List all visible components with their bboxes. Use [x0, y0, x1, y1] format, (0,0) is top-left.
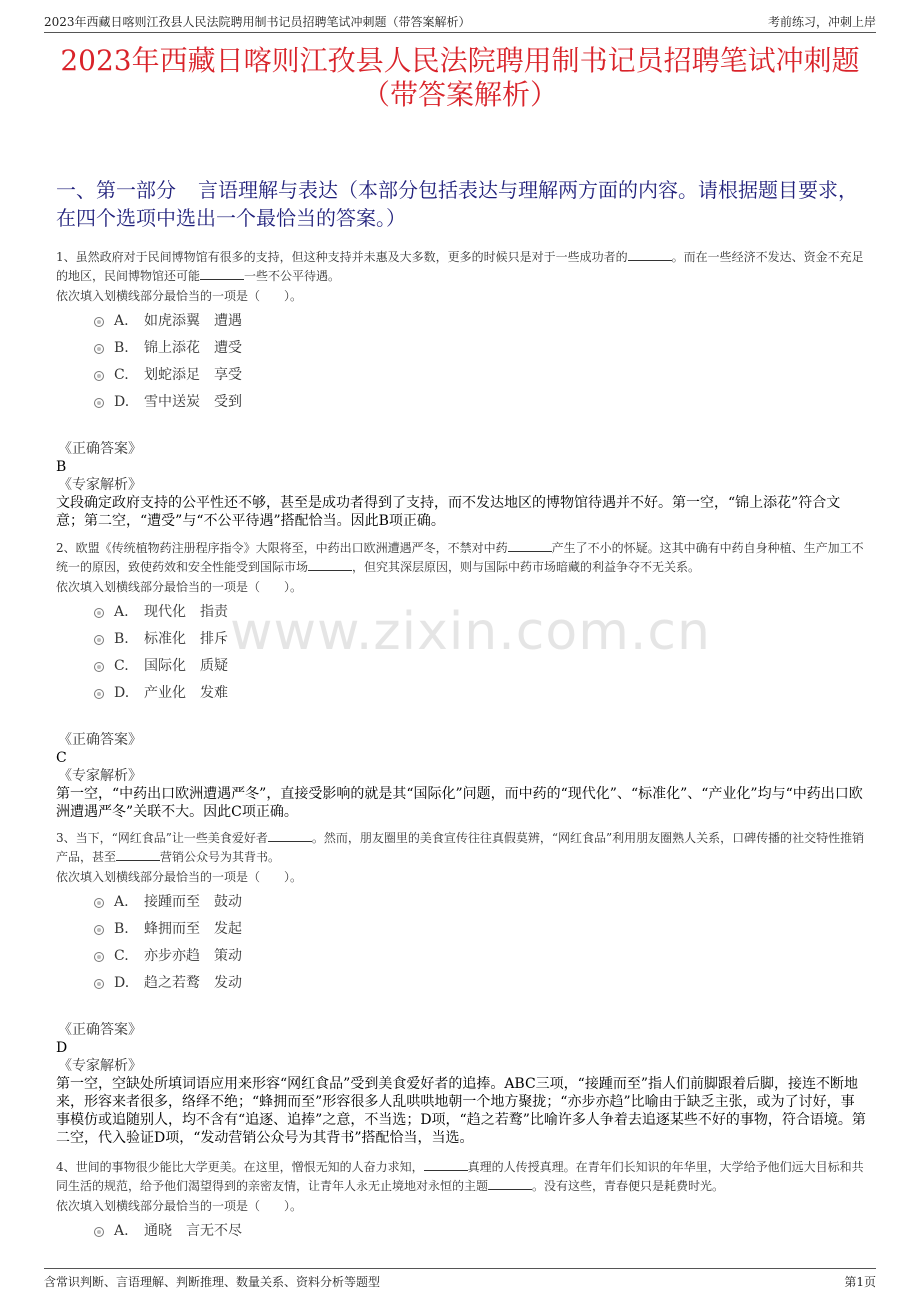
radio-icon[interactable]: [94, 635, 104, 645]
answer-value: B: [56, 459, 67, 475]
document-title: 2023年西藏日喀则江孜县人民法院聘用制书记员招聘笔试冲刺题（带答案解析）: [60, 44, 860, 111]
option-d[interactable]: D. 趋之若鹜 发动: [56, 972, 868, 999]
section-heading: [56, 176, 864, 232]
answer-label: 《正确答案》: [58, 732, 142, 748]
question-3: [56, 829, 868, 1147]
question-instruction: 依次填入划横线部分最恰当的一项是（ ）。: [56, 289, 303, 303]
question-stem: 3、当下，“网红食品”让一些美食爱好者 。然而，朋友圈里的美食宣传往往真假莫辨，“网红食品”利用朋友圈熟人关系，口碑传播的社交特性推销产品，甚至 营销公众号为其背书。: [56, 831, 865, 864]
option-b[interactable]: B. 标准化 排斥: [56, 628, 868, 655]
option-list: [56, 1220, 868, 1247]
question-4: [56, 1158, 868, 1247]
answer-blank: [488, 1178, 532, 1190]
answer-label: 《正确答案》: [58, 441, 142, 457]
question-instruction: 依次填入划横线部分最恰当的一项是（ ）。: [56, 1199, 303, 1213]
option-a[interactable]: A. 如虎添翼 遭遇: [56, 310, 868, 337]
page-footer: [44, 1268, 876, 1291]
option-list: [56, 310, 868, 418]
option-c[interactable]: C. 亦步亦趋 策动: [56, 945, 868, 972]
answer-blank: [628, 249, 672, 261]
answer-blank: [308, 559, 352, 571]
radio-icon[interactable]: [94, 952, 104, 962]
option-b[interactable]: B. 锦上添花 遭受: [56, 337, 868, 364]
header-slogan: 考前练习，冲刺上岸: [767, 15, 876, 29]
section-text: 言语理解与表达（本部分包括表达与理解两方面的内容。请根据题目要求，在四个选项中选出一个最恰当的答案。）: [56, 178, 858, 230]
answer-value: D: [56, 1040, 68, 1056]
analysis-text: 第一空，空缺处所填词语应用来形容“网红食品”受到美食爱好者的追捧。ABC三项，“接踵而至”指人们前脚跟着后脚，接连不断地来，形容来者很多，络绎不绝；“蜂拥而至”形容很多人乱哄哄地朝一个地方聚拢；“亦步亦趋”比喻由于缺乏主张，或为了讨好，事事模仿或追随别人，均不含有“追逐、追捧”之意，不当选；D项，“趋之若鹜”比喻许多人争着去追逐某些不好的事物，符合语境。第二空，代入验证D项，“发动营销公众号为其背书”搭配恰当，当选。: [56, 1076, 866, 1146]
option-c[interactable]: C. 划蛇添足 享受: [56, 364, 868, 391]
option-d[interactable]: D. 雪中送炭 受到: [56, 391, 868, 418]
footer-description: 含常识判断、言语理解、判断推理、数量关系、资料分析等题型: [44, 1275, 381, 1289]
analysis-label: 《专家解析》: [58, 477, 142, 493]
option-a[interactable]: A. 通晓 言无不尽: [56, 1220, 868, 1247]
radio-icon[interactable]: [94, 662, 104, 672]
radio-icon[interactable]: [94, 898, 104, 908]
option-a[interactable]: A. 接踵而至 鼓动: [56, 891, 868, 918]
option-list: [56, 601, 868, 709]
radio-icon[interactable]: [94, 317, 104, 327]
watermark: www.zixin.com.cn: [230, 602, 711, 662]
question-stem: 2、欧盟《传统植物药注册程序指令》大限将至，中药出口欧洲遭遇严冬，不禁对中药 产生了不小的怀疑。这其中确有中药自身种植、生产加工不统一的原因，致使药效和安全性能受到国际市场 ，但究其深层原因，则与国际中药市场暗藏的利益争夺不无关系。: [56, 541, 864, 574]
option-a[interactable]: A. 现代化 指责: [56, 601, 868, 628]
analysis-label: 《专家解析》: [58, 768, 142, 784]
analysis-text: 第一空，“中药出口欧洲遭遇严冬”，直接受影响的就是其“国际化”问题，而中药的“现代化”、“标准化”、“产业化”均与“中药出口欧洲遭遇严冬”关联不大。因此C项正确。: [56, 786, 863, 820]
question-stem: 4、世间的事物很少能比大学更美。在这里，憎恨无知的人奋力求知， 真理的人传授真理。在青年们长知识的年华里，大学给予他们远大目标和共同生活的规范，给予他们渴望得到的亲密友情，让青年人永无止境地对永恒的主题 。没有这些，青春便只是耗费时光。: [56, 1160, 864, 1193]
question-instruction: 依次填入划横线部分最恰当的一项是（ ）。: [56, 870, 303, 884]
radio-icon[interactable]: [94, 979, 104, 989]
analysis-label: 《专家解析》: [58, 1058, 142, 1074]
radio-icon[interactable]: [94, 925, 104, 935]
analysis-text: 文段确定政府支持的公平性还不够，甚至是成功者得到了支持，而不发达地区的博物馆待遇并不好。第一空，“锦上添花”符合文意；第二空，“遭受”与“不公平待遇”搭配恰当。因此B项正确。: [56, 495, 841, 529]
radio-icon[interactable]: [94, 689, 104, 699]
answer-label: 《正确答案》: [58, 1022, 142, 1038]
option-d[interactable]: D. 产业化 发难: [56, 682, 868, 709]
radio-icon[interactable]: [94, 398, 104, 408]
page-number: 第1页: [844, 1275, 876, 1289]
radio-icon[interactable]: [94, 371, 104, 381]
question-instruction: 依次填入划横线部分最恰当的一项是（ ）。: [56, 580, 303, 594]
radio-icon[interactable]: [94, 344, 104, 354]
section-part: 一、第一部分: [56, 178, 176, 202]
page-header: [44, 10, 876, 33]
header-doc-title: 2023年西藏日喀则江孜县人民法院聘用制书记员招聘笔试冲刺题（带答案解析）: [44, 15, 471, 29]
option-c[interactable]: C. 国际化 质疑: [56, 655, 868, 682]
question-2: [56, 539, 868, 821]
question-stem: 1、虽然政府对于民间博物馆有很多的支持，但这种支持并未惠及大多数，更多的时候只是对于一些成功者的 。而在一些经济不发达、资金不充足的地区，民间博物馆还可能 一些不公平待遇。: [56, 250, 864, 283]
radio-icon[interactable]: [94, 608, 104, 618]
answer-value: C: [56, 750, 67, 766]
option-list: [56, 891, 868, 999]
answer-blank: [268, 830, 312, 842]
question-1: [56, 248, 868, 530]
answer-blank: [116, 849, 160, 861]
answer-blank: [200, 268, 244, 280]
radio-icon[interactable]: [94, 1227, 104, 1237]
answer-blank: [424, 1159, 468, 1171]
option-b[interactable]: B. 蜂拥而至 发起: [56, 918, 868, 945]
answer-blank: [508, 540, 552, 552]
